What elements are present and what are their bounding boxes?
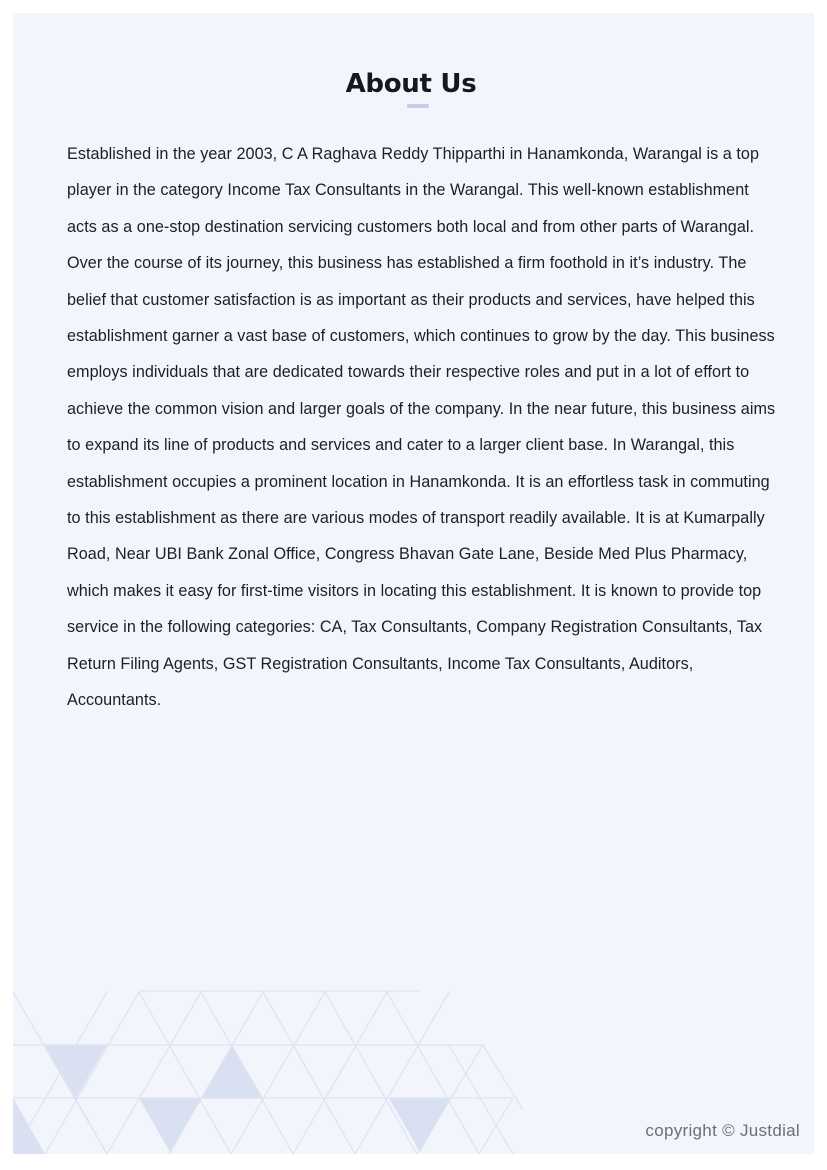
about-us-page	[13, 13, 814, 1154]
page-title: About Us	[345, 69, 477, 99]
title-underline	[407, 104, 429, 108]
copyright-footer: copyright © Justdial	[645, 1121, 800, 1140]
about-paragraph: Established in the year 2003, C A Raghava Reddy Thipparthi in Hanamkonda, Warangal is a top player in the category Income Tax Consultants in the Warangal. This well-known establishment acts as a one-stop destination servicing customers both local and from other parts of Warangal. Over the course of its journey, this business has established a firm foothold in it’s industry. The belief that customer satisfaction is as important as their products and services, have helped this establishment garner a vast base of customers, which continues to grow by the day. This business employs individuals that are dedicated towards their respective roles and put in a lot of effort to achieve the common vision and larger goals of the company. In the near future, this business aims to expand its line of products and services and cater to a larger client base. In Warangal, this establishment occupies a prominent location in Hanamkonda. It is an effortless task in commuting to this establishment as there are various modes of transport readily available. It is at Kumarpally Road, Near UBI Bank Zonal Office, Congress Bhavan Gate Lane, Beside Med Plus Pharmacy, which makes it easy for first-time visitors in locating this establishment. It is known to provide top service in the following categories: CA, Tax Consultants, Company Registration Consultants, Tax Return Filing Agents, GST Registration Consultants, Income Tax Consultants, Auditors, Accountants.	[67, 145, 776, 710]
triangle-pattern-decoration	[13, 990, 523, 1154]
